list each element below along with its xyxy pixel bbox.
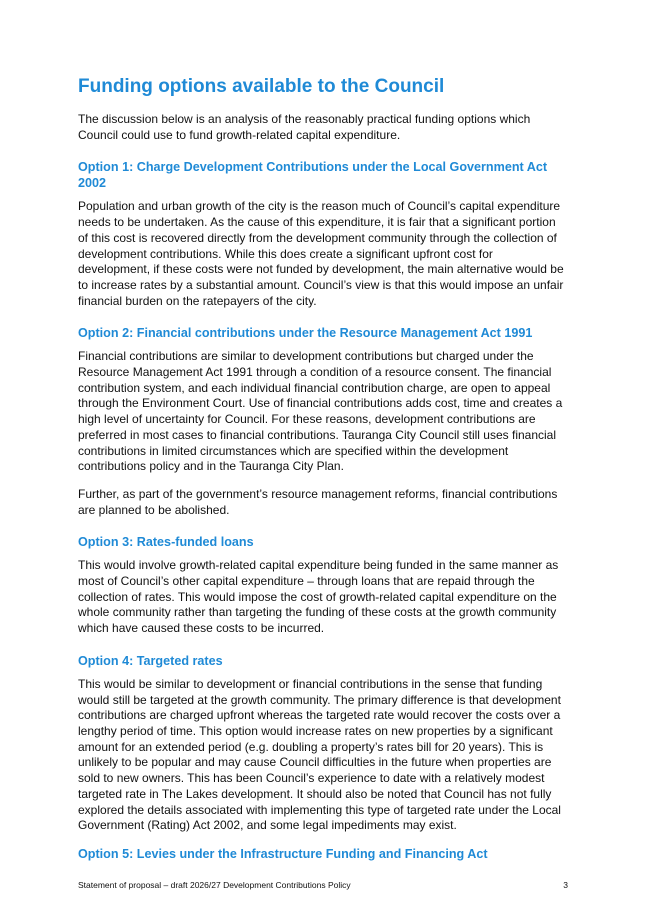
option-2-paragraph-1: Financial contributions are similar to development contributions but charged under the Resource Management Act 1991 through a condition of a resource consent. The financial contribution system, and each individual financial contribution charge, are open to appeal through the Environment Court. Use of financial contributions adds cost, time and creates a high level of uncertainty for Council. For these reasons, development contributions are preferred in most cases to financial contributions. Tauranga City Council still uses financial contributions in limited circumstances which are specified within the development contributions policy and in the Tauranga City Plan. xyxy=(78,349,563,474)
page-title: Funding options available to the Council xyxy=(78,76,445,97)
option-1-paragraph-1: Population and urban growth of the city is the reason much of Council’s capital expenditure needs to be undertaken. As the cause of this expenditure, it is fair that a significant portion of this cost is recovered directly from the development community through the collection of development contributions. While this does create a significant upfront cost for development, if these costs were not funded by development, the main alternative would be to increase rates by a substantial amount. Council’s view is that this would impose an unfair financial burden on the ratepayers of the city. xyxy=(78,199,564,308)
option-3-paragraph-1: This would involve growth-related capital expenditure being funded in the same manner as most of Council’s other capital expenditure – through loans that are repaid through the collection of rates. This would impose the cost of growth-related capital expenditure on the whole community rather than targeting the funding of these costs at the growth community which have caused these costs to be incurred. xyxy=(78,558,559,636)
footer-text: Statement of proposal – draft 2026/27 Development Contributions Policy xyxy=(78,880,351,890)
option-4-section xyxy=(78,653,568,834)
option-2-section xyxy=(78,325,568,518)
option-4-heading: Option 4: Targeted rates xyxy=(78,653,223,668)
option-4-paragraph-1: This would be similar to development or financial contributions in the sense that funding would still be targeted at the growth community. The primary difference is that development contributions are charged upfront whereas the targeted rate would recover the costs over a lengthy period of time. This option would increase rates on new properties by a significant amount for an extended period (e.g. doubling a property’s rates bill for 20 years). This is unlikely to be popular and may cause Council difficulties in the future when properties are sold to new owners. This has been Council’s experience to date with a relatively modest targeted rate in The Lakes development. It should also be noted that Council has not fully explored the details associated with implementing this type of targeted rate under the Local Government (Rating) Act 2002, and some legal impediments may exist. xyxy=(78,676,561,833)
document-body xyxy=(78,76,568,870)
page-footer xyxy=(78,880,568,890)
option-1-heading: Option 1: Charge Development Contributions under the Local Government Act 2002 xyxy=(78,160,548,191)
option-3-section xyxy=(78,534,568,637)
intro-paragraph: The discussion below is an analysis of the reasonably practical funding options which Council could use to fund growth-related capital expenditure. xyxy=(78,112,531,142)
option-5-section xyxy=(78,846,568,862)
option-2-paragraph-2: Further, as part of the government’s resource management reforms, financial contributions are planned to be abolished. xyxy=(78,486,558,517)
page-number: 3 xyxy=(563,880,568,890)
option-5-heading: Option 5: Levies under the Infrastructure Funding and Financing Act xyxy=(78,846,488,861)
option-2-heading: Option 2: Financial contributions under the Resource Management Act 1991 xyxy=(78,326,533,341)
option-3-heading: Option 3: Rates-funded loans xyxy=(78,535,254,550)
option-1-section xyxy=(78,159,568,309)
